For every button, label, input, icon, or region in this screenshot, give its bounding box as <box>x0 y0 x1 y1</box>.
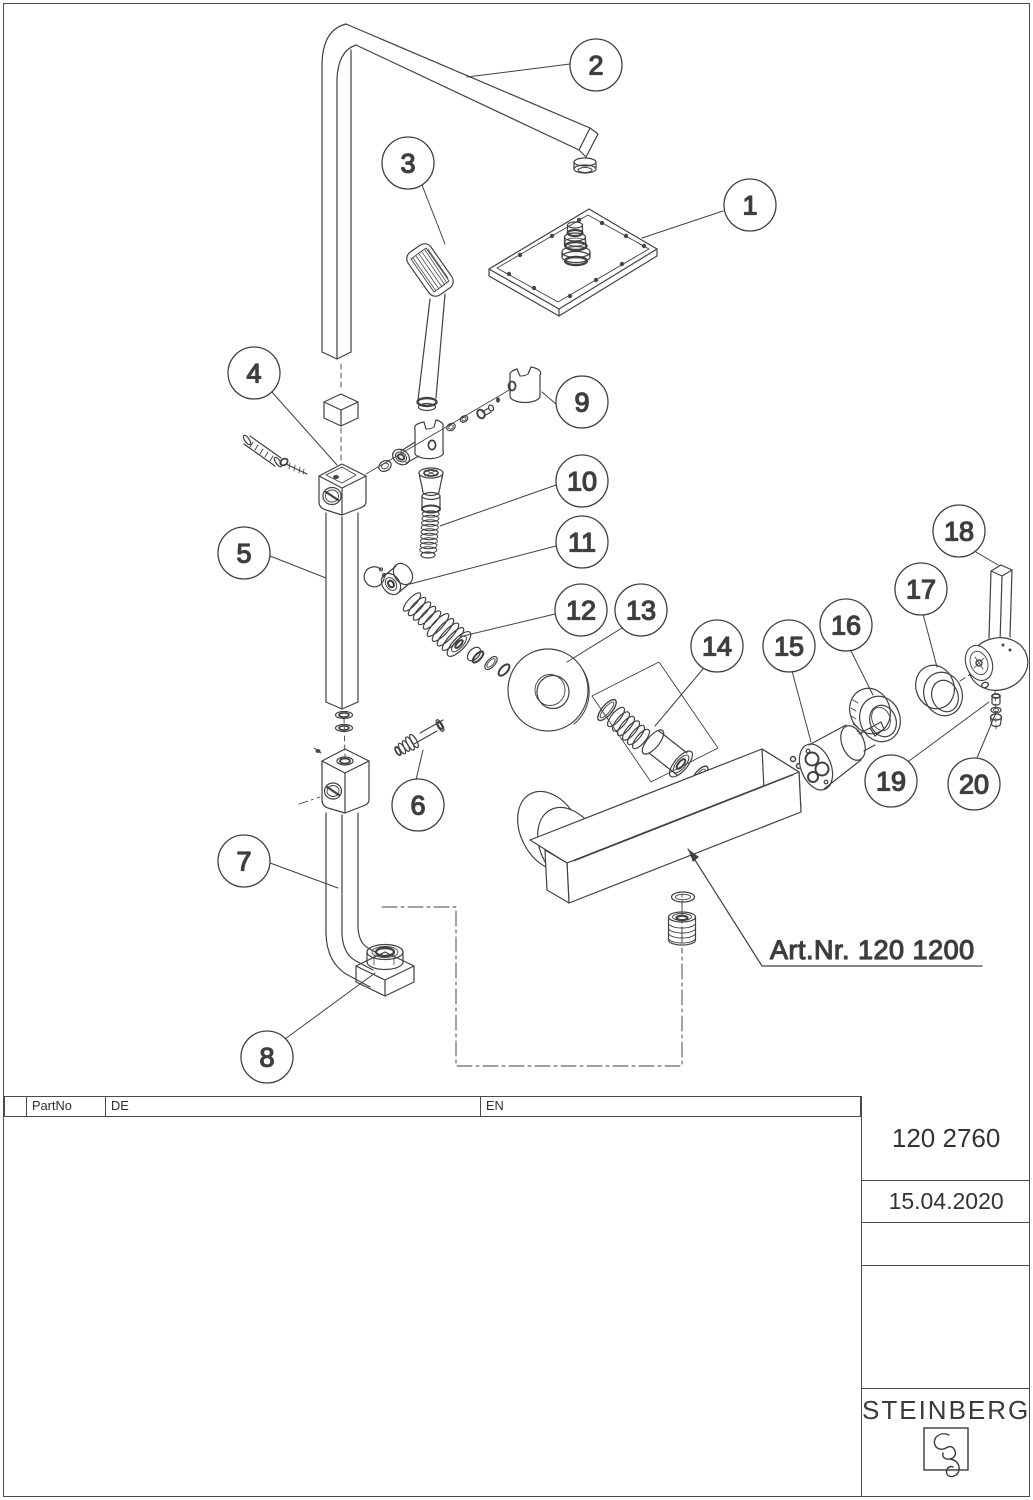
col-index <box>5 1097 27 1117</box>
callout-18 <box>933 505 985 557</box>
connection-centerlines <box>382 890 682 1066</box>
callout-3 <box>382 137 434 189</box>
svg-text:7: 7 <box>236 846 252 877</box>
callout-8 <box>241 1031 293 1083</box>
empty-field-1 <box>862 1223 1030 1266</box>
grub-screw-and-cap <box>991 690 1002 730</box>
svg-text:14: 14 <box>701 631 733 662</box>
hand-shower <box>404 241 457 411</box>
callout-5 <box>218 527 270 579</box>
cartridge-cover-cap <box>910 660 971 721</box>
svg-text:8: 8 <box>259 1042 275 1073</box>
callout-13 <box>615 584 667 636</box>
plate-connector <box>562 222 590 265</box>
parts-table-header <box>5 1097 861 1117</box>
callout-11 <box>556 516 608 568</box>
svg-text:18: 18 <box>943 516 975 547</box>
callout-7 <box>218 835 270 887</box>
shower-hose-connector <box>419 468 443 558</box>
svg-text:13: 13 <box>625 595 657 626</box>
backflow-preventer <box>364 560 416 599</box>
steinberg-logo-icon <box>915 1426 977 1488</box>
callout-10 <box>556 455 608 507</box>
svg-text:19: 19 <box>875 766 907 797</box>
callout-1 <box>724 179 776 231</box>
callout-9 <box>556 376 608 428</box>
svg-text:12: 12 <box>565 595 597 626</box>
hand-shower-holder <box>366 367 541 474</box>
product-number: 120 2760 <box>862 1096 1030 1181</box>
title-block-panel <box>861 1096 1030 1496</box>
svg-text:20: 20 <box>958 769 990 800</box>
col-de: DE <box>106 1097 481 1117</box>
exploded-view-diagram <box>4 4 1029 1096</box>
callout-19 <box>865 755 917 807</box>
svg-text:5: 5 <box>236 538 252 569</box>
lever-handle <box>961 565 1029 697</box>
title-block-area <box>4 1096 1029 1496</box>
svg-text:11: 11 <box>567 527 597 558</box>
svg-text:15: 15 <box>773 631 805 662</box>
rosette <box>508 649 589 731</box>
brand-name: STEINBERG <box>862 1395 1031 1425</box>
callout-16 <box>820 599 872 651</box>
callout-14 <box>691 620 743 672</box>
brand-block <box>862 1389 1030 1496</box>
svg-text:9: 9 <box>574 387 590 418</box>
art-number-label <box>688 849 982 966</box>
faucet-body <box>505 749 802 903</box>
callout-6 <box>392 779 444 831</box>
s-connection <box>401 590 511 677</box>
main-holder-clamp <box>377 420 444 474</box>
hexagonnut-spare-parts-set <box>592 662 718 786</box>
middle-rail <box>326 513 358 756</box>
leader-lines <box>270 64 998 1039</box>
callout-15 <box>763 620 815 672</box>
svg-text:6: 6 <box>410 790 426 821</box>
svg-text:1: 1 <box>742 190 758 221</box>
svg-text:17: 17 <box>905 574 937 605</box>
empty-field-2 <box>862 1266 1030 1389</box>
svg-text:10: 10 <box>566 466 598 497</box>
callout-12 <box>555 584 607 636</box>
callout-4 <box>228 347 280 399</box>
wall-bracket <box>319 364 366 515</box>
svg-text:3: 3 <box>400 148 416 179</box>
hexagon-nut <box>367 945 403 970</box>
bottom-rail-assembly <box>299 748 414 996</box>
art-number-text: Art.Nr. 120 1200 <box>770 935 975 965</box>
wall-anchor-and-screw <box>242 434 307 474</box>
col-en: EN <box>481 1097 861 1117</box>
callout-balloons <box>218 39 1000 1083</box>
svg-text:2: 2 <box>588 50 604 81</box>
col-partno: PartNo <box>27 1097 106 1117</box>
holder-screws-washers <box>445 397 500 432</box>
shower-arm-and-upper-rail <box>322 24 598 359</box>
drawing-date: 15.04.2020 <box>862 1181 1030 1223</box>
callout-2 <box>570 39 622 91</box>
parts-table-body <box>5 1117 861 1496</box>
rain-shower-plate <box>489 209 657 316</box>
callout-17 <box>895 563 947 615</box>
parts-table <box>4 1096 861 1496</box>
svg-text:4: 4 <box>246 358 262 389</box>
diverter <box>394 719 445 756</box>
svg-text:16: 16 <box>830 610 862 641</box>
upper-holder-clamp <box>509 367 541 403</box>
callout-20 <box>948 758 1000 810</box>
